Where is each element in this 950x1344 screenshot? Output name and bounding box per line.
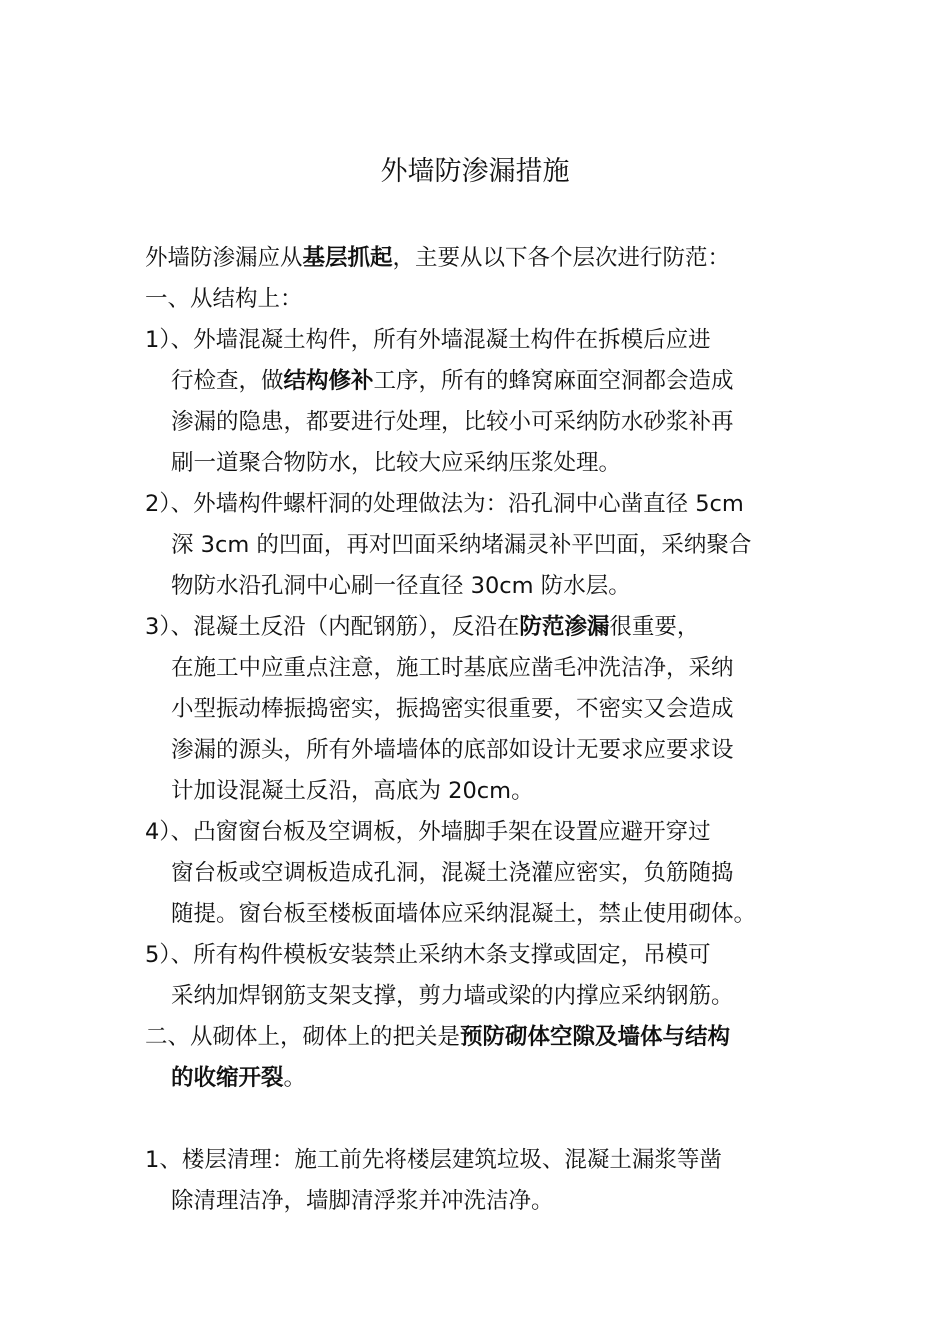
section2-emphasis: 的收缩开裂 bbox=[171, 1065, 284, 1091]
sub-item-1 bbox=[145, 1140, 795, 1222]
section2-text: 。 bbox=[283, 1065, 307, 1091]
list-item-2 bbox=[145, 484, 795, 607]
item3-emphasis: 防范渗漏 bbox=[519, 614, 610, 640]
section2-heading bbox=[145, 1017, 795, 1099]
list-item-3 bbox=[145, 607, 795, 812]
section1-heading: 一、从结构上： bbox=[145, 286, 303, 312]
list-item-1 bbox=[145, 320, 795, 484]
spacer bbox=[145, 1099, 795, 1140]
item5-line: 5）、所有构件模板安装禁止采纳木条支撑或固定，吊模可 bbox=[145, 942, 711, 968]
intro-text: ，主要从以下各个层次进行防范： bbox=[392, 245, 731, 271]
item2-line: 2）、外墙构件螺杆洞的处理做法为：沿孔洞中心凿直径 5cm bbox=[145, 491, 744, 517]
section2-text: 二、从砌体上，砌体上的把关是 bbox=[145, 1024, 461, 1050]
item3-text: 3）、混凝土反沿（内配钢筋），反沿在 bbox=[145, 614, 520, 640]
item3-line: 计加设混凝土反沿，高底为 20cm。 bbox=[171, 778, 534, 804]
item3-line: 小型振动棒振捣密实，振捣密实很重要，不密实又会造成 bbox=[171, 696, 734, 722]
item3-line: 渗漏的源头，所有外墙墙体的底部如设计无要求应要求设 bbox=[171, 737, 734, 763]
intro-emphasis: 基层抓起 bbox=[302, 245, 393, 271]
item1-text: 工序，所有的蜂窝麻面空洞都会造成 bbox=[373, 368, 734, 394]
item1-emphasis: 结构修补 bbox=[283, 368, 374, 394]
sub1-line: 除清理洁净，墙脚清浮浆并冲洗洁净。 bbox=[171, 1188, 554, 1214]
section2-line bbox=[145, 1017, 795, 1058]
item3-line: 在施工中应重点注意，施工时基底应凿毛冲洗洁净，采纳 bbox=[171, 655, 734, 681]
sub1-line: 1、楼层清理：施工前先将楼层建筑垃圾、混凝土漏浆等凿 bbox=[145, 1147, 722, 1173]
document-title: 外墙防渗漏措施 bbox=[380, 156, 570, 187]
item3-line bbox=[145, 607, 795, 648]
list-item-4 bbox=[145, 812, 795, 935]
intro-text: 外墙防渗漏应从 bbox=[145, 245, 303, 271]
item1-text: 行检查，做 bbox=[171, 368, 284, 394]
item1-line bbox=[145, 361, 795, 402]
intro-paragraph bbox=[145, 238, 795, 279]
list-item-5 bbox=[145, 935, 795, 1017]
item1-line: 刷一道聚合物防水，比较大应采纳压浆处理。 bbox=[171, 450, 622, 476]
item4-line: 4）、凸窗窗台板及空调板，外墙脚手架在设置应避开穿过 bbox=[145, 819, 711, 845]
item1-line: 渗漏的隐患，都要进行处理，比较小可采纳防水砂浆补再 bbox=[171, 409, 734, 435]
section2-emphasis: 预防砌体空隙及墙体与结构 bbox=[460, 1024, 731, 1050]
item4-line: 窗台板或空调板造成孔洞，混凝土浇灌应密实，负筋随捣 bbox=[171, 860, 734, 886]
section2-line bbox=[145, 1058, 795, 1099]
document-body bbox=[145, 238, 795, 1222]
item3-text: 很重要， bbox=[609, 614, 700, 640]
item4-line: 随提。窗台板至楼板面墙体应采纳混凝土，禁止使用砌体。 bbox=[171, 901, 757, 927]
item2-line: 深 3cm 的凹面，再对凹面采纳堵漏灵补平凹面，采纳聚合 bbox=[171, 532, 752, 558]
item2-line: 物防水沿孔洞中心刷一径直径 30cm 防水层。 bbox=[171, 573, 631, 599]
item5-line: 采纳加焊钢筋支架支撑，剪力墙或梁的内撑应采纳钢筋。 bbox=[171, 983, 734, 1009]
item1-line: 1）、外墙混凝土构件，所有外墙混凝土构件在拆模后应进 bbox=[145, 327, 711, 353]
